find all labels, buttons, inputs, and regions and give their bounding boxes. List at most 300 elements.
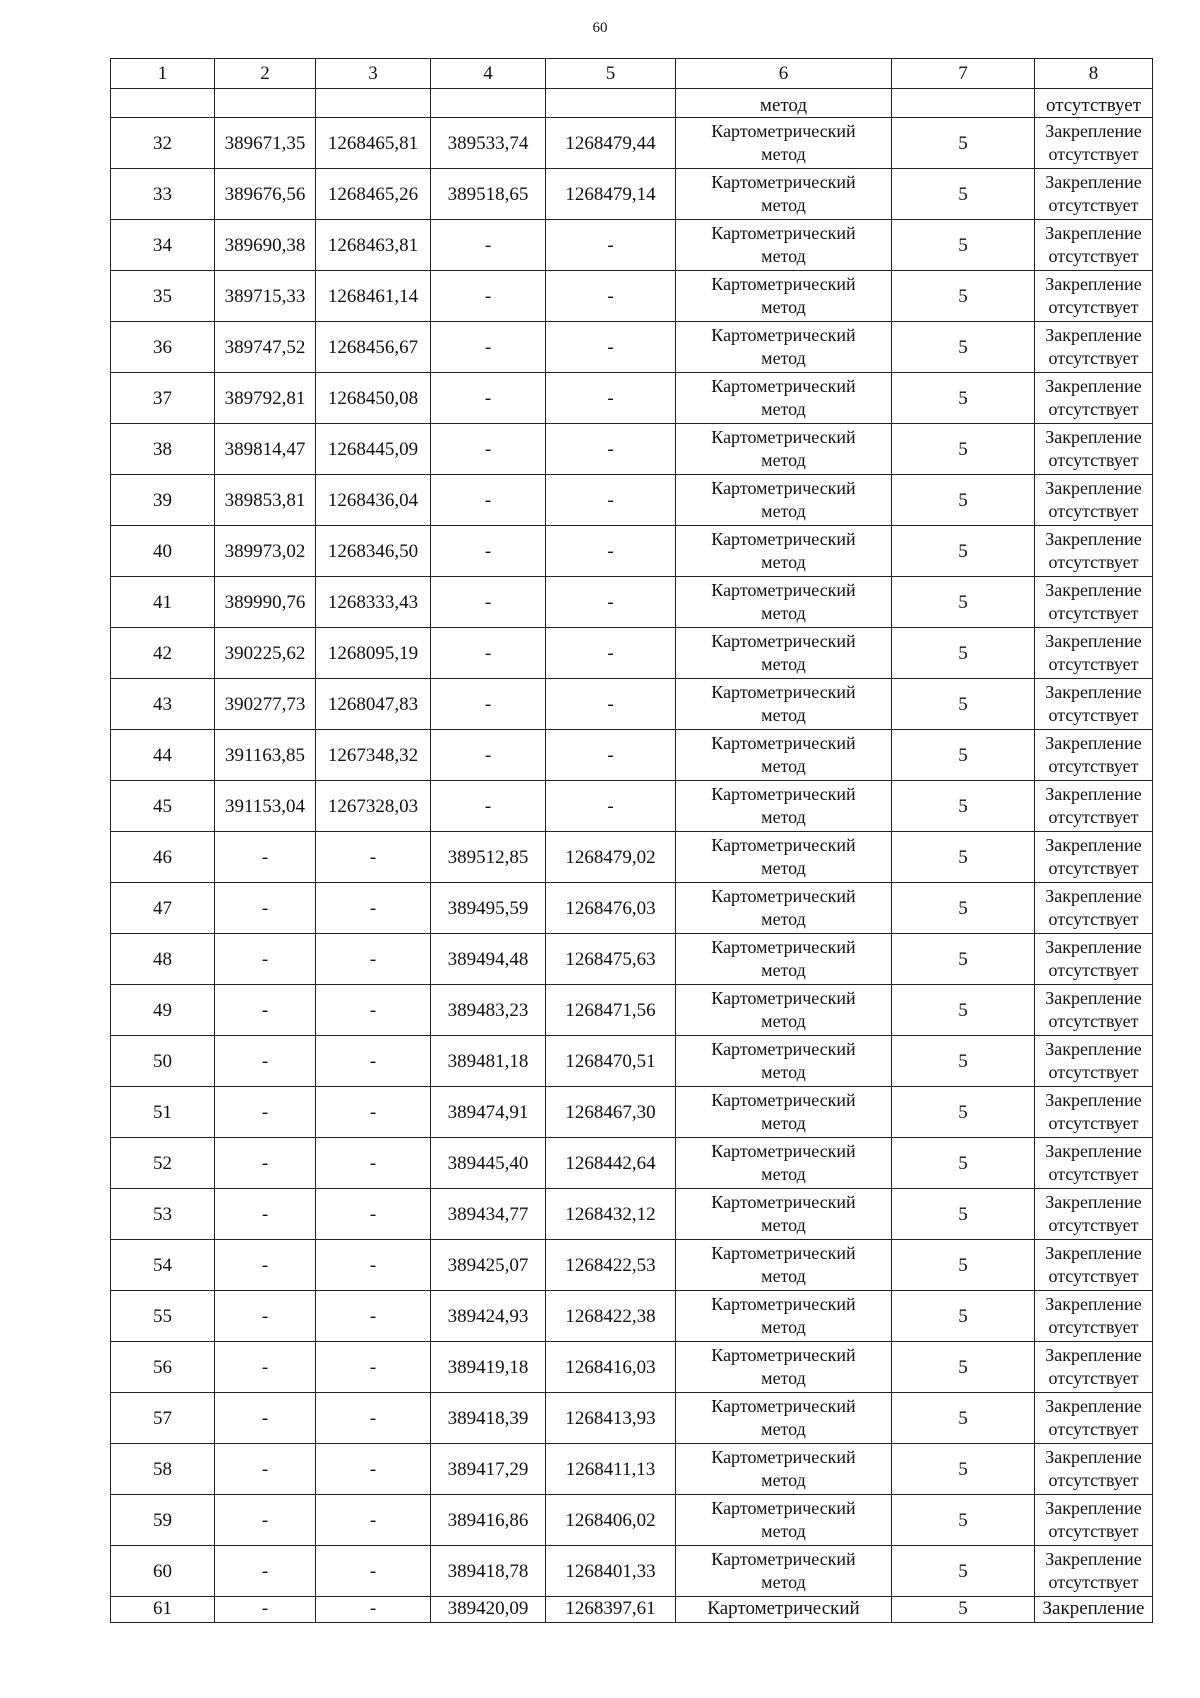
point-number-cell: 55: [111, 1291, 215, 1342]
point-number-cell: 43: [111, 679, 215, 730]
method-cell-line: Картометрический: [711, 121, 856, 141]
fixing-cell-line: Закрепление: [1045, 580, 1142, 600]
fixing-cell: [1035, 118, 1153, 169]
method-cell-line: Картометрический: [711, 1090, 856, 1110]
x-new-cell: 389518,65: [431, 169, 546, 220]
accuracy-cell: 5: [892, 271, 1035, 322]
fixing-cell: [1035, 781, 1153, 832]
y-existing-cell: -: [316, 1087, 431, 1138]
x-new-cell: 389495,59: [431, 883, 546, 934]
point-number-cell: 59: [111, 1495, 215, 1546]
fixing-cell-line: отсутствует: [1048, 450, 1139, 470]
table-row: [111, 424, 1153, 475]
fixing-cell: [1035, 169, 1153, 220]
x-existing-cell: -: [215, 1138, 316, 1189]
table-row: [111, 169, 1153, 220]
method-cell-line: Картометрический: [711, 1243, 856, 1263]
method-cell: [676, 1087, 892, 1138]
method-cell: Картометрический: [676, 1597, 892, 1623]
method-cell: [676, 577, 892, 628]
method-cell-line: Картометрический: [711, 376, 856, 396]
fixing-cell-line: Закрепление: [1045, 886, 1142, 906]
point-number-cell: 38: [111, 424, 215, 475]
x-existing-cell: -: [215, 883, 316, 934]
table-row: [111, 1393, 1153, 1444]
y-existing-cell: 1268465,81: [316, 118, 431, 169]
method-cell: [676, 934, 892, 985]
method-cell-line: Картометрический: [711, 733, 856, 753]
accuracy-cell: 5: [892, 883, 1035, 934]
fixing-cell: [1035, 424, 1153, 475]
x-existing-cell: 391153,04: [215, 781, 316, 832]
accuracy-cell: 5: [892, 1546, 1035, 1597]
fixing-cell-line: отсутствует: [1048, 1317, 1139, 1337]
method-cell-line: Картометрический: [711, 325, 856, 345]
y-existing-cell: 1268436,04: [316, 475, 431, 526]
x-new-cell: 389474,91: [431, 1087, 546, 1138]
table-row: [111, 730, 1153, 781]
fixing-cell-line: отсутствует: [1048, 195, 1139, 215]
accuracy-cell: 5: [892, 322, 1035, 373]
method-cell: [676, 1138, 892, 1189]
table-row: [111, 679, 1153, 730]
x-new-cell: 389445,40: [431, 1138, 546, 1189]
y-new-cell: -: [546, 781, 676, 832]
page-number: 60: [592, 20, 608, 36]
fixing-cell-line: отсутствует: [1048, 1368, 1139, 1388]
accuracy-cell: 5: [892, 934, 1035, 985]
fixing-cell: [1035, 730, 1153, 781]
method-cell-line: метод: [761, 501, 806, 521]
accuracy-cell: 5: [892, 1138, 1035, 1189]
x-new-cell: -: [431, 577, 546, 628]
x-new-cell: 389481,18: [431, 1036, 546, 1087]
x-existing-cell: 389676,56: [215, 169, 316, 220]
fixing-cell-line: отсутствует: [1048, 1062, 1139, 1082]
fixing-cell-line: Закрепление: [1045, 733, 1142, 753]
x-new-cell: 389417,29: [431, 1444, 546, 1495]
accuracy-cell: 5: [892, 1393, 1035, 1444]
fixing-cell-line: Закрепление: [1045, 1549, 1142, 1569]
x-existing-cell: 389990,76: [215, 577, 316, 628]
fixing-cell-line: Закрепление: [1045, 1141, 1142, 1161]
method-cell-line: Картометрический: [711, 580, 856, 600]
method-cell: [676, 526, 892, 577]
fixing-cell-line: Закрепление: [1045, 1498, 1142, 1518]
x-existing-cell: -: [215, 985, 316, 1036]
table-row: [111, 934, 1153, 985]
point-number-cell: 37: [111, 373, 215, 424]
continuation-row: [111, 89, 1153, 118]
fixing-cell-line: Закрепление: [1045, 1039, 1142, 1059]
fixing-cell-line: отсутствует: [1048, 1011, 1139, 1031]
point-number-cell: 53: [111, 1189, 215, 1240]
method-cell-line: метод: [761, 705, 806, 725]
y-new-cell: 1268475,63: [546, 934, 676, 985]
method-cell: [676, 1546, 892, 1597]
method-cell-line: метод: [761, 1062, 806, 1082]
method-cell-line: Картометрический: [711, 784, 856, 804]
y-existing-cell: -: [316, 1036, 431, 1087]
method-cell-line: метод: [761, 1215, 806, 1235]
method-cell: [676, 475, 892, 526]
accuracy-cell: 5: [892, 1240, 1035, 1291]
fixing-cell: [1035, 1291, 1153, 1342]
method-cell: [676, 1444, 892, 1495]
table-row: [111, 577, 1153, 628]
table-row: [111, 1546, 1153, 1597]
y-existing-cell: 1268445,09: [316, 424, 431, 475]
method-cell: [676, 781, 892, 832]
fixing-cell-line: Закрепление: [1045, 784, 1142, 804]
y-new-cell: 1268470,51: [546, 1036, 676, 1087]
accuracy-cell: 5: [892, 1036, 1035, 1087]
table-row: [111, 781, 1153, 832]
y-new-cell: 1268401,33: [546, 1546, 676, 1597]
y-new-cell: -: [546, 220, 676, 271]
fixing-cell-line: отсутствует: [1048, 1113, 1139, 1133]
fixing-cell-line: отсутствует: [1048, 960, 1139, 980]
method-cell-line: Картометрический: [711, 1549, 856, 1569]
fixing-cell-line: отсутствует: [1048, 297, 1139, 317]
y-new-cell: -: [546, 526, 676, 577]
method-cell: [676, 628, 892, 679]
y-existing-cell: -: [316, 1342, 431, 1393]
y-new-cell: 1268411,13: [546, 1444, 676, 1495]
x-existing-cell: 389814,47: [215, 424, 316, 475]
x-new-cell: 389420,09: [431, 1597, 546, 1623]
header-cell: 6: [676, 59, 892, 89]
point-number-cell: 36: [111, 322, 215, 373]
point-number-cell: 57: [111, 1393, 215, 1444]
table-row: [111, 1240, 1153, 1291]
y-existing-cell: 1268463,81: [316, 220, 431, 271]
fixing-cell: [1035, 1444, 1153, 1495]
table-row: [111, 985, 1153, 1036]
y-new-cell: 1268413,93: [546, 1393, 676, 1444]
fixing-cell-line: Закрепление: [1045, 172, 1142, 192]
table-cell: [316, 89, 431, 118]
method-cell-line: метод: [761, 1164, 806, 1184]
y-existing-cell: -: [316, 1189, 431, 1240]
accuracy-cell: 5: [892, 1495, 1035, 1546]
header-cell: 3: [316, 59, 431, 89]
y-new-cell: 1268479,14: [546, 169, 676, 220]
accuracy-cell: 5: [892, 118, 1035, 169]
point-number-cell: 34: [111, 220, 215, 271]
fixing-cell-line: отсутствует: [1048, 1215, 1139, 1235]
fixing-cell-line: отсутствует: [1048, 705, 1139, 725]
fixing-cell-line: Закрепление: [1045, 274, 1142, 294]
table-row: [111, 322, 1153, 373]
header-cell: 1: [111, 59, 215, 89]
y-new-cell: -: [546, 679, 676, 730]
fixing-cell: [1035, 1342, 1153, 1393]
x-new-cell: 389494,48: [431, 934, 546, 985]
fixing-cell: [1035, 475, 1153, 526]
y-existing-cell: -: [316, 1597, 431, 1623]
x-existing-cell: 390277,73: [215, 679, 316, 730]
header-cell: 4: [431, 59, 546, 89]
point-number-cell: 45: [111, 781, 215, 832]
fixing-cell-line: Закрепление: [1045, 835, 1142, 855]
header-cell: 7: [892, 59, 1035, 89]
x-existing-cell: 389747,52: [215, 322, 316, 373]
point-number-cell: 32: [111, 118, 215, 169]
method-cell-line: метод: [761, 399, 806, 419]
table-cell: [892, 89, 1035, 118]
method-cell: метод: [676, 89, 892, 118]
fixing-cell-line: Закрепление: [1045, 1345, 1142, 1365]
table-row: [111, 1444, 1153, 1495]
table-row: [111, 1087, 1153, 1138]
method-cell: [676, 322, 892, 373]
fixing-cell: [1035, 934, 1153, 985]
fixing-cell: [1035, 1036, 1153, 1087]
accuracy-cell: 5: [892, 730, 1035, 781]
x-new-cell: 389512,85: [431, 832, 546, 883]
y-new-cell: 1268479,02: [546, 832, 676, 883]
fixing-cell: [1035, 1189, 1153, 1240]
x-new-cell: -: [431, 220, 546, 271]
fixing-cell-line: отсутствует: [1048, 807, 1139, 827]
method-cell-line: Картометрический: [711, 1345, 856, 1365]
y-existing-cell: -: [316, 1240, 431, 1291]
method-cell: [676, 1036, 892, 1087]
fixing-cell-line: Закрепление: [1045, 427, 1142, 447]
fixing-cell-line: Закрепление: [1045, 937, 1142, 957]
accuracy-cell: 5: [892, 577, 1035, 628]
y-new-cell: -: [546, 628, 676, 679]
method-cell-line: метод: [761, 756, 806, 776]
fixing-cell-line: отсутствует: [1048, 1266, 1139, 1286]
x-existing-cell: -: [215, 1444, 316, 1495]
fixing-cell-line: отсутствует: [1048, 756, 1139, 776]
fixing-cell-line: отсутствует: [1048, 144, 1139, 164]
method-cell-line: метод: [761, 246, 806, 266]
method-cell-line: Картометрический: [711, 1039, 856, 1059]
fixing-cell-line: отсутствует: [1048, 603, 1139, 623]
y-new-cell: -: [546, 424, 676, 475]
x-new-cell: 389418,39: [431, 1393, 546, 1444]
fixing-cell-line: Закрепление: [1045, 223, 1142, 243]
table-row: [111, 628, 1153, 679]
coordinates-table: [110, 58, 1153, 1623]
method-cell-line: Картометрический: [711, 1141, 856, 1161]
method-cell-line: метод: [761, 1011, 806, 1031]
point-number-cell: 60: [111, 1546, 215, 1597]
point-number-cell: 35: [111, 271, 215, 322]
accuracy-cell: 5: [892, 220, 1035, 271]
y-existing-cell: -: [316, 832, 431, 883]
y-existing-cell: 1268456,67: [316, 322, 431, 373]
fixing-cell: [1035, 1546, 1153, 1597]
method-cell-line: Картометрический: [711, 478, 856, 498]
x-existing-cell: -: [215, 1036, 316, 1087]
fixing-cell: Закрепление: [1035, 1597, 1153, 1623]
table-row: [111, 118, 1153, 169]
method-cell: [676, 424, 892, 475]
fixing-cell-line: Закрепление: [1045, 1192, 1142, 1212]
y-new-cell: 1268432,12: [546, 1189, 676, 1240]
fixing-cell-line: Закрепление: [1045, 1294, 1142, 1314]
y-existing-cell: 1268333,43: [316, 577, 431, 628]
y-existing-cell: -: [316, 1546, 431, 1597]
point-number-cell: 47: [111, 883, 215, 934]
y-new-cell: 1268422,38: [546, 1291, 676, 1342]
method-cell: [676, 883, 892, 934]
accuracy-cell: 5: [892, 169, 1035, 220]
method-cell-line: Картометрический: [711, 835, 856, 855]
y-existing-cell: -: [316, 883, 431, 934]
x-new-cell: 389418,78: [431, 1546, 546, 1597]
x-new-cell: -: [431, 628, 546, 679]
table-cell: [215, 89, 316, 118]
method-cell-line: Картометрический: [711, 1396, 856, 1416]
table-row: [111, 883, 1153, 934]
y-new-cell: 1268442,64: [546, 1138, 676, 1189]
table-row: [111, 271, 1153, 322]
fixing-cell-line: отсутствует: [1048, 399, 1139, 419]
y-new-cell: 1268416,03: [546, 1342, 676, 1393]
fixing-cell: [1035, 1240, 1153, 1291]
header-cell: 8: [1035, 59, 1153, 89]
accuracy-cell: 5: [892, 1087, 1035, 1138]
x-new-cell: 389533,74: [431, 118, 546, 169]
fixing-cell-line: отсутствует: [1048, 1419, 1139, 1439]
x-existing-cell: 389792,81: [215, 373, 316, 424]
table-row: [111, 832, 1153, 883]
x-new-cell: 389424,93: [431, 1291, 546, 1342]
x-new-cell: -: [431, 271, 546, 322]
method-cell: [676, 730, 892, 781]
y-new-cell: -: [546, 373, 676, 424]
fixing-cell: [1035, 679, 1153, 730]
accuracy-cell: 5: [892, 475, 1035, 526]
accuracy-cell: 5: [892, 985, 1035, 1036]
point-number-cell: 44: [111, 730, 215, 781]
x-existing-cell: 389671,35: [215, 118, 316, 169]
x-existing-cell: -: [215, 1291, 316, 1342]
method-cell: [676, 1291, 892, 1342]
y-existing-cell: 1268095,19: [316, 628, 431, 679]
point-number-cell: 39: [111, 475, 215, 526]
table-cell: [111, 89, 215, 118]
fixing-cell-line: отсутствует: [1048, 858, 1139, 878]
point-number-cell: 58: [111, 1444, 215, 1495]
fixing-cell: [1035, 985, 1153, 1036]
point-number-cell: 33: [111, 169, 215, 220]
y-new-cell: 1268422,53: [546, 1240, 676, 1291]
y-new-cell: -: [546, 271, 676, 322]
x-existing-cell: 389853,81: [215, 475, 316, 526]
accuracy-cell: 5: [892, 1444, 1035, 1495]
x-new-cell: -: [431, 781, 546, 832]
y-new-cell: 1268479,44: [546, 118, 676, 169]
accuracy-cell: 5: [892, 1189, 1035, 1240]
fixing-cell-line: Закрепление: [1045, 376, 1142, 396]
header-row: [111, 59, 1153, 89]
x-new-cell: 389483,23: [431, 985, 546, 1036]
x-new-cell: -: [431, 424, 546, 475]
header-cell: 2: [215, 59, 316, 89]
method-cell-line: метод: [761, 960, 806, 980]
accuracy-cell: 5: [892, 1597, 1035, 1623]
method-cell: [676, 1393, 892, 1444]
accuracy-cell: 5: [892, 424, 1035, 475]
table-row: [111, 220, 1153, 271]
y-existing-cell: 1268047,83: [316, 679, 431, 730]
method-cell-line: метод: [761, 1521, 806, 1541]
accuracy-cell: 5: [892, 679, 1035, 730]
table-row: [111, 1138, 1153, 1189]
table-cell: [431, 89, 546, 118]
method-cell: [676, 985, 892, 1036]
method-cell-line: метод: [761, 1368, 806, 1388]
fixing-cell-line: Закрепление: [1045, 1447, 1142, 1467]
method-cell-line: Картометрический: [711, 631, 856, 651]
fixing-cell-line: Закрепление: [1045, 631, 1142, 651]
accuracy-cell: 5: [892, 628, 1035, 679]
y-existing-cell: -: [316, 1291, 431, 1342]
point-number-cell: 41: [111, 577, 215, 628]
y-existing-cell: -: [316, 985, 431, 1036]
table-row: [111, 1342, 1153, 1393]
method-cell: [676, 1342, 892, 1393]
method-cell-line: метод: [761, 450, 806, 470]
fixing-cell: [1035, 1495, 1153, 1546]
table-cell: [546, 89, 676, 118]
fixing-cell-line: отсутствует: [1048, 246, 1139, 266]
method-cell-line: Картометрический: [711, 886, 856, 906]
method-cell-line: метод: [761, 297, 806, 317]
point-number-cell: 46: [111, 832, 215, 883]
method-cell-line: метод: [761, 603, 806, 623]
x-existing-cell: -: [215, 934, 316, 985]
x-existing-cell: 389715,33: [215, 271, 316, 322]
fixing-cell: [1035, 1138, 1153, 1189]
method-cell-line: Картометрический: [711, 937, 856, 957]
y-existing-cell: 1267348,32: [316, 730, 431, 781]
method-cell: [676, 1495, 892, 1546]
method-cell: [676, 1240, 892, 1291]
fixing-cell-line: Закрепление: [1045, 121, 1142, 141]
fixing-cell-line: Закрепление: [1045, 1396, 1142, 1416]
method-cell-line: метод: [761, 1266, 806, 1286]
fixing-cell: [1035, 1393, 1153, 1444]
x-existing-cell: 390225,62: [215, 628, 316, 679]
method-cell: [676, 679, 892, 730]
method-cell-line: Картометрический: [711, 1192, 856, 1212]
fixing-cell-line: отсутствует: [1048, 501, 1139, 521]
method-cell: [676, 373, 892, 424]
y-new-cell: -: [546, 730, 676, 781]
table-row: [111, 1036, 1153, 1087]
fixing-cell-line: Закрепление: [1045, 1243, 1142, 1263]
table-row: [111, 475, 1153, 526]
method-cell-line: Картометрический: [711, 682, 856, 702]
x-existing-cell: -: [215, 1087, 316, 1138]
y-existing-cell: -: [316, 1138, 431, 1189]
x-new-cell: -: [431, 373, 546, 424]
method-cell-line: Картометрический: [711, 172, 856, 192]
point-number-cell: 52: [111, 1138, 215, 1189]
x-new-cell: -: [431, 526, 546, 577]
y-existing-cell: -: [316, 1495, 431, 1546]
x-existing-cell: -: [215, 1546, 316, 1597]
method-cell-line: Картометрический: [711, 427, 856, 447]
accuracy-cell: 5: [892, 526, 1035, 577]
